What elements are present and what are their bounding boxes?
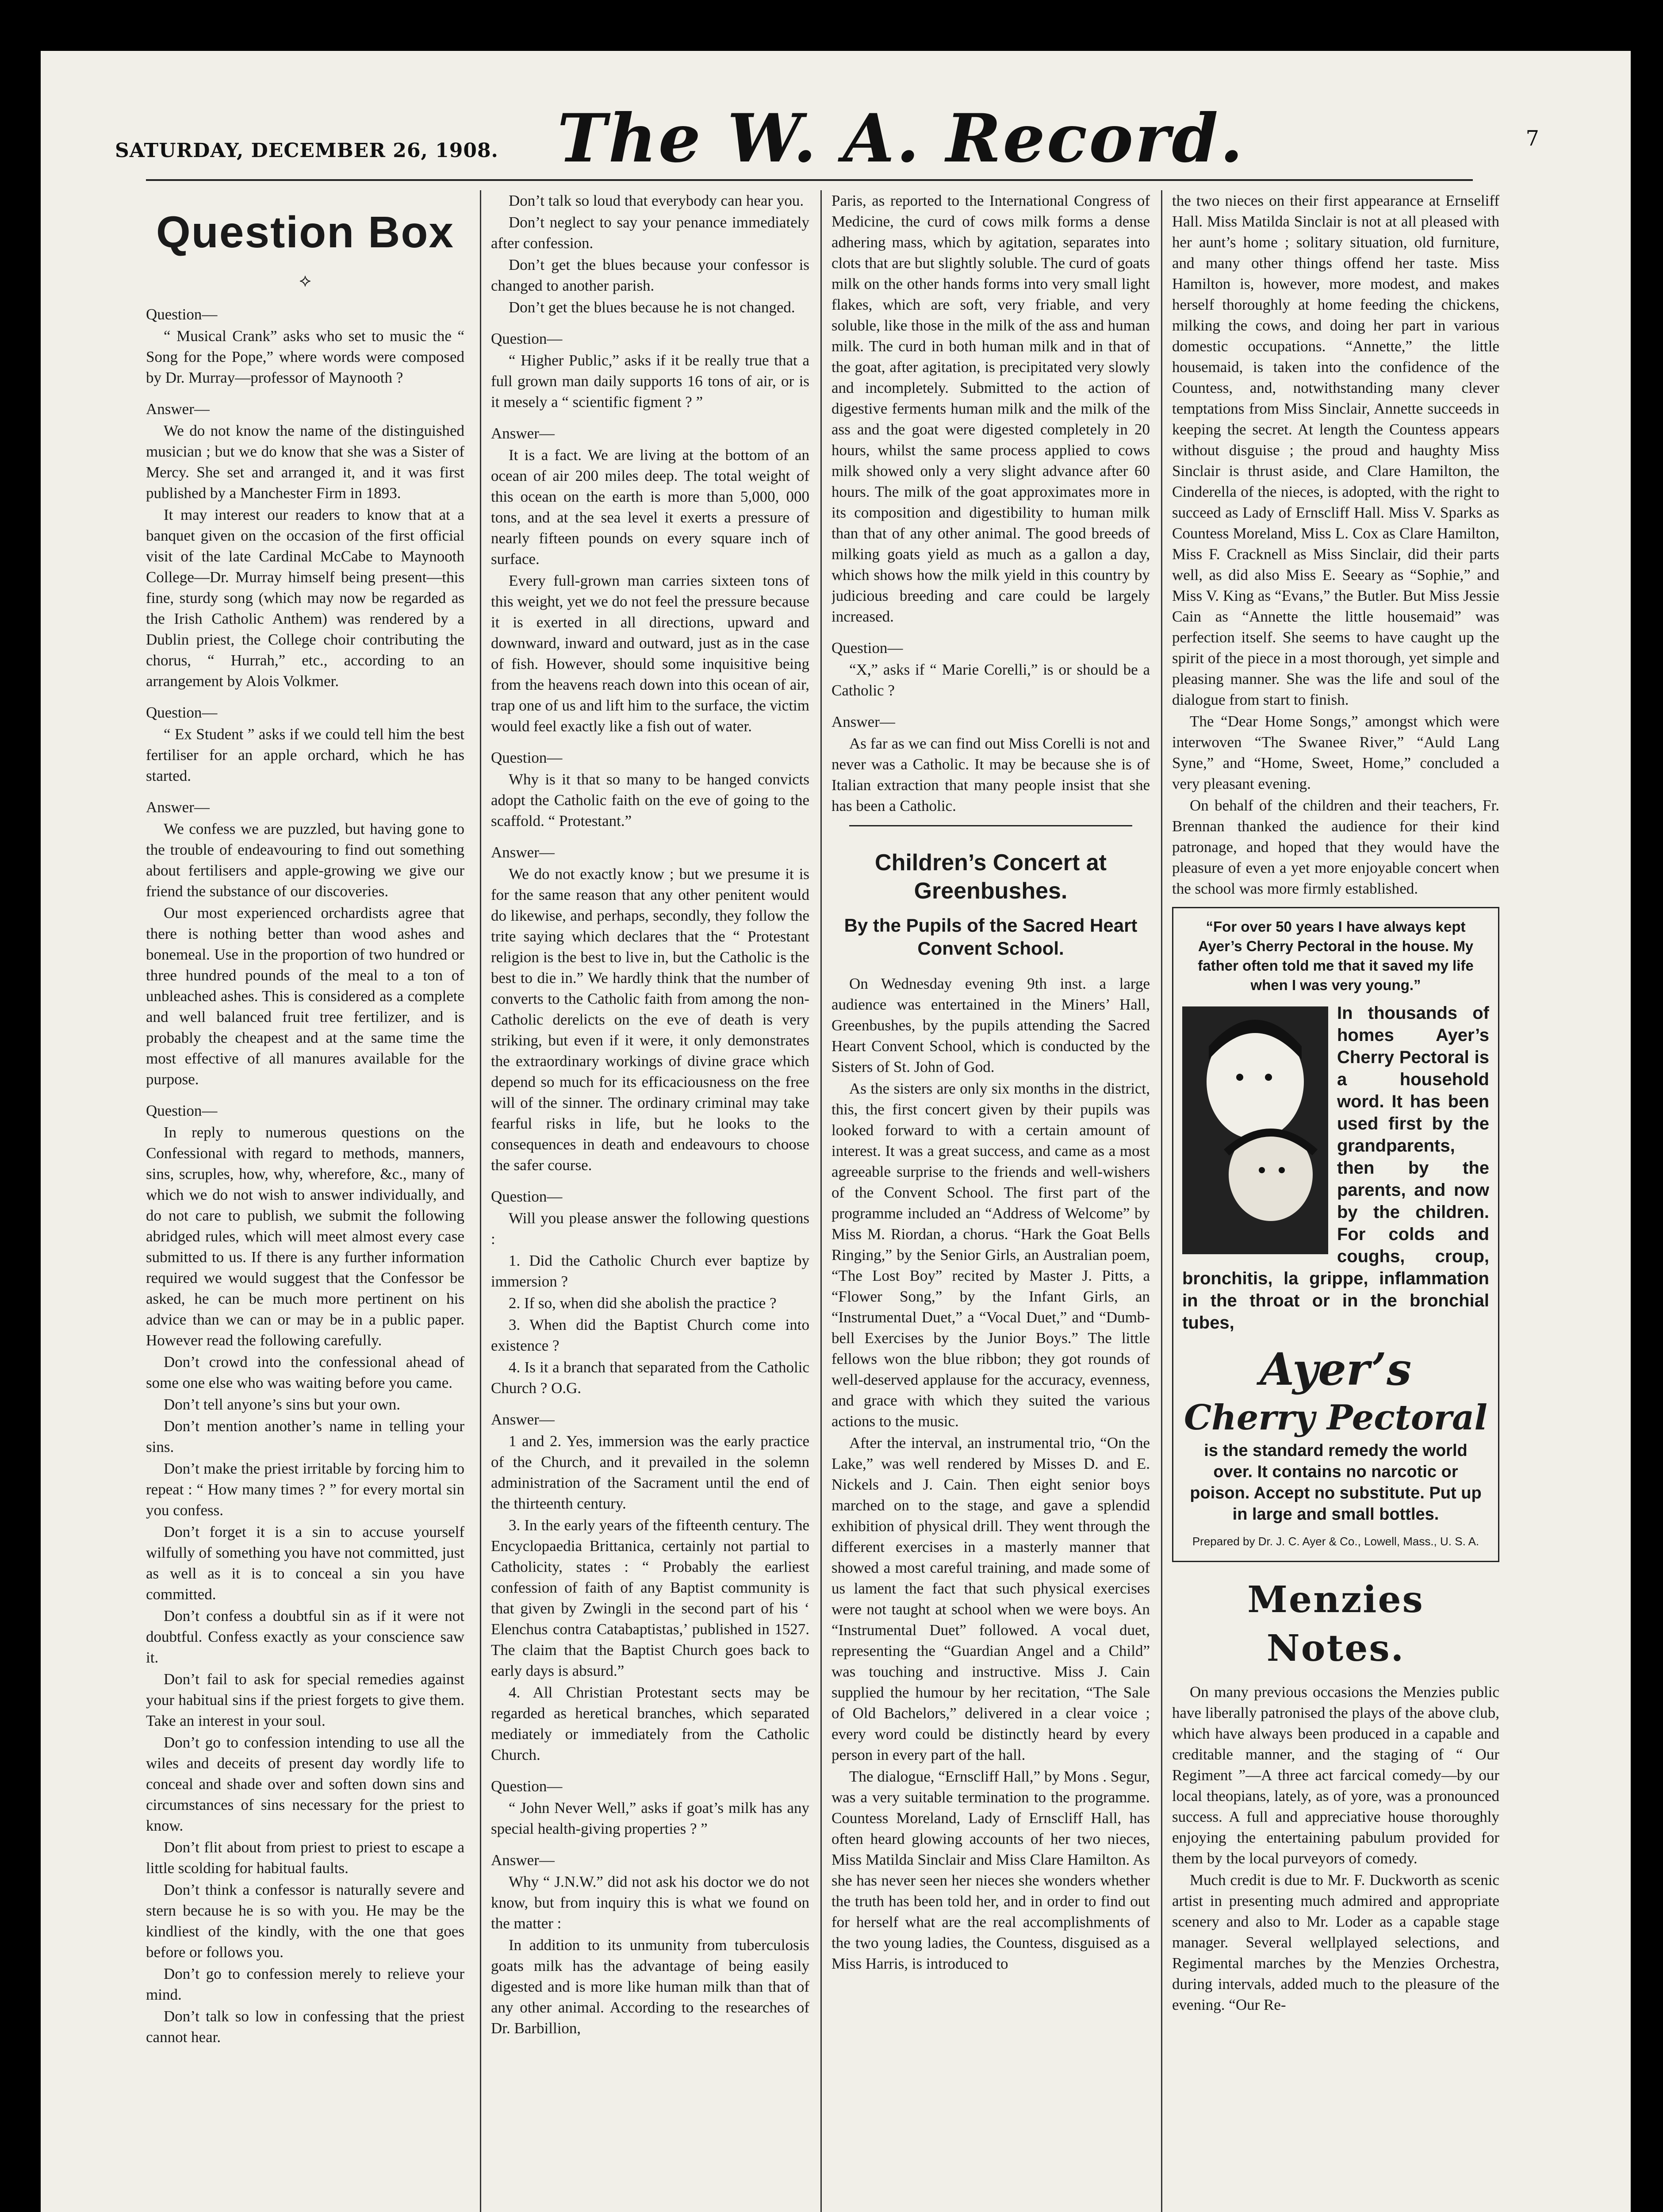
article-paragraph: We do not know the name of the distinguished musician ; but we do know that she was a Sister of Mercy. She set and arranged it, and it was first published by a Manchester Firm in 1893. [146,422,464,502]
article-paragraph: Don’t go to confession intending to use all the wiles and deceits of present day wordly life to conceal and shade over and soften down sins and circumstances of sins necessary for the priest to know. [146,1734,464,1834]
article-paragraph: Don’t go to confession merely to relieve your mind. [146,1965,464,2003]
article-paragraph: Don’t crowd into the confessional ahead of some one else who was waiting before you came. [146,1353,464,1391]
article-paragraph: Don’t think a confessor is naturally severe and stern because he is so with you. He may be the kindliest of the kindly, with the one that goes before or follows you. [146,1881,464,1961]
article-paragraph: 3. In the early years of the fifteenth century. The Encyclopaedia Brittanica, certainly not partial to Catholicity, states : “ Probably the earliest confession of faith of any Baptist community is that given by Zwingli in the second part of his ‘ Elenchus contra Catabaptistas,’ published in 1527. The claim that the Baptist Church goes back to early days is absurd.” [491,1517,809,1679]
masthead-rule [146,179,1473,181]
article-paragraph: As far as we can find out Miss Corelli is not and never was a Catholic. It may be because she is of Italian extraction that many people insist that she has been a Catholic. [832,735,1150,814]
article-paragraph: 4. All Christian Protestant sects may be regarded as heretical branches, which separated mediately or immediately from the Catholic Church. [491,1684,809,1763]
column-divider [820,190,822,2212]
article-paragraph: 2. If so, when did she abolish the practice ? [509,1294,777,1312]
issue-date: SATURDAY, DECEMBER 26, 1908. [115,139,498,162]
ad-manufacturer: Prepared by Dr. J. C. Ayer & Co., Lowell, Mass., U. S. A. [1192,1535,1479,1548]
article-paragraph: As the sisters are only six months in the district, this, the first concert given by their pupils was looked forward to with a certain amount of interest. It was a great success, and came as a most agreeable surprise to the friends and well-wishers of the Convent School. The first part of the programme included an “Address of Welcome” by Miss M. Riordan, a chorus. “Hark the Goat Bells Ringing,” by the Senior Girls, an Australian poem, “The Lost Boy” recited by Master J. Pitts, a “Flower Song,” by the Infant Girls, an “Instrumental Duet,” a “Vocal Duet,” and “Dumb-bell Exercises by the Junior Boys.” The little fellows won the blue ribbon; they got rounds of well-deserved applause for the accuracy, evenness, and grace with which they suited the various actions to the music. [832,1080,1150,1430]
qa-label: Answer— [491,1411,555,1428]
article-paragraph: Every full-grown man carries sixteen tons of this weight, yet we do not feel the pressure because it is exerted in all directions, upward and downward, inward and outward, just as in the case of fish. However, should some inquisitive being from the heavens reach down into this ocean of air, trap one of us and lift him to the surface, the victim would feel exactly like a fish out of water. [491,572,809,735]
mother-child-illustration [1182,1006,1328,1254]
masthead [115,100,1539,177]
page-number: 7 [1525,126,1539,151]
article-paragraph: 4. Is it a branch that separated from the Catholic Church ? O.G. [491,1359,809,1397]
article-paragraph: We do not exactly know ; but we presume it is for the same reason that any other penitent would do likewise, and perhaps, secondly, they follow the trite saying which declares that the “ Protestant religion is the best to live in, but the Catholic is the best to die in.” We hardly think that the number of converts to the Catholic faith from among the non-Catholic derelicts on the eve of death is very striking, but even if it were, it only demonstrates the extraordinary workings of divine grace which depend so much for its efficaciousness on the free will of the sinner. The ordinary criminal may take fearful risks in life, but he looks to the consequences in death and endeavours to choose the safer course. [491,865,809,1174]
qa-label: Answer— [146,799,210,816]
article-paragraph: Don’t flit about from priest to priest to escape a little scolding for habitual faults. [146,1839,464,1877]
qa-label: Question— [146,1102,218,1119]
article-paragraph: 1 and 2. Yes, immersion was the early practice of the Church, and it prevailed in the solemn administration of the Sacrament until the end of the thirteenth century. [491,1432,809,1512]
article-paragraph: “ Ex Student ” asks if we could tell him the best fertiliser for an apple orchard, which he has started. [146,726,464,784]
qa-label: Question— [832,639,903,657]
article-paragraph: After the interval, an instrumental trio, “On the Lake,” was well rendered by Misses D. and E. Nickels and J. Cain. Then eight senior boys marched on to the stage, and gave a splendid exhibition of physical drill. They went through the different exercises in a masterly manner that showed a most careful training, and made some of us lament the fact that such physical exercises were not taught at school when we were boys. An “Instrumental Duet” followed. A vocal duet, representing the “Guardian Angel and a Child” was touching and instructive. Miss J. Cain supplied the humour by her recitation, “The Sale of Old Bachelors,” delivered in a clear voice ; every word could be distinctly heard by every person in every part of the hall. [832,1434,1150,1763]
article-paragraph: Don’t talk so low in confessing that the priest cannot hear. [146,2008,464,2046]
article-paragraph: On behalf of the children and their teachers, Fr. Brennan thanked the audience for their kind patronage, and hoped that they would have the pleasure of even a yet more enjoyable concert when the school was more firmly established. [1172,797,1499,897]
qa-label: Answer— [832,713,895,730]
article-paragraph: Paris, as reported to the International Congress of Medicine, the curd of cows milk forms a dense adhering mass, which by agitation, separates into clots that are but slightly soluble. The curd of goats milk on the other hands forms into very small light flakes, which are soft, very friable, and very soluble, like those in the milk of the ass and human milk. The curd in both human milk and in that of the goat, after agitation, is precipitated very slowly and incompletely. Submitted to the action of digestive ferments human milk and the milk of the ass and the goat were digested completely in 20 hours, whilst the same process applied to cows milk showed only a very slight advance after 60 hours. The milk of the goat approximates more in its composition and digestibility to human milk than that of any other animal. The good breeds of milking goats yield as much as a gallon a day, which shows how the milk yield in this country by judicious breeding and care could be largely increased. [832,192,1150,625]
ad-tagline: is the standard remedy the world over. It contains no narcotic or poison. Accept no substitute. Put up in large and small bottles. [1190,1441,1482,1524]
article-paragraph: 1. Did the Catholic Church ever baptize by immersion ? [491,1252,809,1290]
column-divider [480,190,481,2212]
ad-testimonial: “For over 50 years I have always kept Ayer’s Cherry Pectoral in the house. My father often told me that it saved my life when I was very young.” [1198,918,1474,993]
qa-label: Answer— [491,844,555,861]
article-paragraph: Our most experienced orchardists agree that there is nothing better than wood ashes and bonemeal. Use in the proportion of two hundred or three hundred pounds of the meal to a ton of unbleached ashes. This is considered as a complete and well balanced fruit tree fertilizer, and is probably the cheapest and at the same time the most effective of all manures available for the purpose. [146,904,464,1088]
article-paragraph: Will you please answer the following questions : [491,1210,809,1248]
article-paragraph: Much credit is due to Mr. F. Duckworth as scenic artist in presenting much admired and appropriate scenery and also to Mr. Loder as a capable stage manager. Several wellplayed selections, and Regimental marches by the Menzies Orchestra, during intervals, added much to the pleasure of the evening. “Our Re- [1172,1871,1499,2013]
article-paragraph: Don’t get the blues because your confessor is changed to another parish. [491,256,809,294]
ayers-advertisement [1172,907,1499,1562]
qa-label: Question— [491,749,563,766]
column-4 [1172,190,1499,2016]
qa-label: Question— [491,330,563,347]
article-paragraph: Don’t make the priest irritable by forcing him to repeat : “ How many times ? ” for every mortal sin you confess. [146,1460,464,1519]
article-paragraph: “ John Never Well,” asks if goat’s milk has any special health-giving properties ? ” [491,1799,809,1837]
qa-label: Question— [146,306,218,323]
article-paragraph: Don’t fail to ask for special remedies against your habitual sins if the priest forgets to give them. Take an interest in your soul. [146,1671,464,1729]
qa-label: Question— [146,704,218,721]
ornament-icon: ⟡ [299,270,311,290]
qa-label: Answer— [491,425,555,442]
article-paragraph: Why “ J.N.W.” did not ask his doctor we do not know, but from inquiry this is what we found on the matter : [491,1873,809,1932]
article-paragraph: Don’t confess a doubtful sin as if it were not doubtful. Confess exactly as your conscience saw it. [146,1607,464,1666]
article-paragraph: the two nieces on their first appearance at Ernseliff Hall. Miss Matilda Sinclair is not at all pleased with her aunt’s home ; solitary situation, old furniture, and many other things offend her taste. Miss Hamilton is, however, more modest, and makes herself thoroughly at home feeding the chickens, milking the cows, and doing her part in various domestic occupations. “Annette,” the little housemaid, is taken into the confidence of the Countess, and, notwithstanding many clever temptations from Miss Sinclair, Annette succeeds in keeping the secret. At length the Countess appears without disguise ; the proud and haughty Miss Sinclair is thrust aside, and Clare Hamilton, the Cinderella of the nieces, is adopted, with the right to succeed as Lady of Ernscliff Hall. Miss V. Sparks as Countess Moreland, Miss L. Cox as Clare Hamilton, Miss F. Cracknell as Miss Sinclair, did their parts well, as did also Miss E. Seeary as “Sophie,” and Miss V. King as “Evans,” the Butler. But Miss Jessie Cain as “Annette the little housemaid” was perfection itself. She seems to have caught up the spirit of the piece in a most thorough, yet simple and pleasing manner. She was the life and soul of the dialogue from start to finish. [1172,192,1499,708]
article-paragraph: On Wednesday evening 9th inst. a large audience was entertained in the Miners’ Hall, Greenbushes, by the pupils attending the Sacred Heart Convent School, which is conducted by the Sisters of St. John of God. [832,975,1150,1075]
article-paragraph: It may interest our readers to know that at a banquet given on the occasion of the first official visit of the late Cardinal McCabe to Maynooth College—Dr. Murray himself being present—this fine, sturdy song (which may now be regarded as the Irish Catholic Anthem) was rendered by a Dublin priest, the College choir contributing the chorus, “ Hurrah,” etc., according to an arrangement by Alois Volkmer. [146,506,464,690]
qa-label: Question— [491,1778,563,1795]
column-3 [832,190,1150,1975]
qa-label: Answer— [146,400,210,418]
qa-label: Question— [491,1188,563,1205]
article-paragraph: Don’t mention another’s name in telling your sins. [146,1417,464,1455]
article-paragraph: “X,” asks if “ Marie Corelli,” is or should be a Catholic ? [832,661,1150,699]
article-paragraph: On many previous occasions the Menzies public have liberally patronised the plays of the above club, which have always been produced in a capable and creditable manner, and the staging of “ Our Regiment ”—A three act farcical comedy—by our local theopians, lately, as of yore, was a pronounced success. A full and appreciative house thoroughly enjoying the entertaining pabulum provided for them by the local purveyors of comedy. [1172,1683,1499,1867]
article-paragraph: We confess we are puzzled, but having gone to the trouble of endeavouring to find out something about fertilisers and apple-growing we give our friend the substance of our discoveries. [146,820,464,900]
article-paragraph: In reply to numerous questions on the Confessional with regard to methods, manners, sins, scruples, how, why, wherefore, &c., many of which we do not wish to answer individually, and do not care to publish, we submit the following abridged rules, which will meet almost every case submitted to us. If there is any further information required we would suggest that the Confessor be asked, he can be much more pertinent on his advice than we can or may be in a public paper. However read the following carefully. [146,1124,464,1349]
article-paragraph: Don’t talk so loud that everybody can hear you. [509,192,804,209]
newspaper-title: The W. A. Record. [557,100,1245,177]
concert-subheading: By the Pupils of the Sacred Heart Convent School. [844,915,1138,959]
article-paragraph: In addition to its unmunity from tuberculosis goats milk has the advantage of being easily digested and is more like human milk than that of any other animal. According to the researches of Dr. Barbillion, [491,1936,809,2037]
ad-body-text: In thousands of homes Ayer’s Cherry Pectoral is a household word. It has been used first by the grandparents, then by the parents, and now by the children. For colds and coughs, croup, bronchitis, la grippe, inflammation in the throat or in the bronchial tubes, [1182,1003,1489,1333]
section-rule [849,825,1132,826]
article-paragraph: Don’t get the blues because he is not changed. [509,299,795,316]
ad-brand-name: Ayer’s [1260,1343,1412,1395]
menzies-notes-heading: Menzies Notes. [1247,1578,1424,1670]
ad-product-name: Cherry Pectoral [1184,1398,1488,1438]
article-paragraph: The “Dear Home Songs,” amongst which were interwoven “The Swanee River,” “Auld Lang Syne,” and “Home, Sweet, Home,” concluded a very pleasant evening. [1172,713,1499,792]
concert-heading: Children’s Concert at Greenbushes. [875,850,1107,904]
qa-label: Answer— [491,1851,555,1869]
article-paragraph: The dialogue, “Ernscliff Hall,” by Mons . Segur, was a very suitable termination to the programme. Countess Moreland, Lady of Ernscliff Hall, has often heard glowing accounts of her two nieces, Miss Matilda Sinclair and Miss Clare Hamilton. As she has never seen her nieces she wonders whether the truth has been told her, and in order to find out for herself what are the real accomplishments of the two young ladies, the Countess, disguised as a Miss Harris, is introduced to [832,1768,1150,1972]
article-paragraph: It is a fact. We are living at the bottom of an ocean of air 200 miles deep. The total weight of this ocean on the earth is more than 5,000, 000 tons, and at the sea level it exerts a pressure of nearly fifteen pounds on every square inch of surface. [491,446,809,568]
article-paragraph: Don’t forget it is a sin to accuse yourself wilfully of something you have not committed, just as well as it is to conceal a sin you have committed. [146,1523,464,1603]
question-box-heading: Question Box [156,207,455,257]
article-paragraph: Don’t tell anyone’s sins but your own. [164,1396,401,1413]
article-paragraph: “ Musical Crank” asks who set to music the “ Song for the Pope,” where words were composed by Dr. Murray—professor of Maynooth ? [146,327,464,386]
article-paragraph: 3. When did the Baptist Church come into existence ? [491,1316,809,1354]
article-paragraph: “ Higher Public,” asks if it be really true that a full grown man daily supports 16 tons of air, or is it mesely a “ scientific figment ? ” [491,352,809,411]
column-1 [146,190,464,2048]
column-2 [491,190,809,2039]
article-paragraph: Why is it that so many to be hanged convicts adopt the Catholic faith on the eve of going to the scaffold. “ Protestant.” [491,771,809,830]
article-paragraph: Don’t neglect to say your penance immediately after confession. [491,214,809,252]
column-divider [1161,190,1162,2212]
